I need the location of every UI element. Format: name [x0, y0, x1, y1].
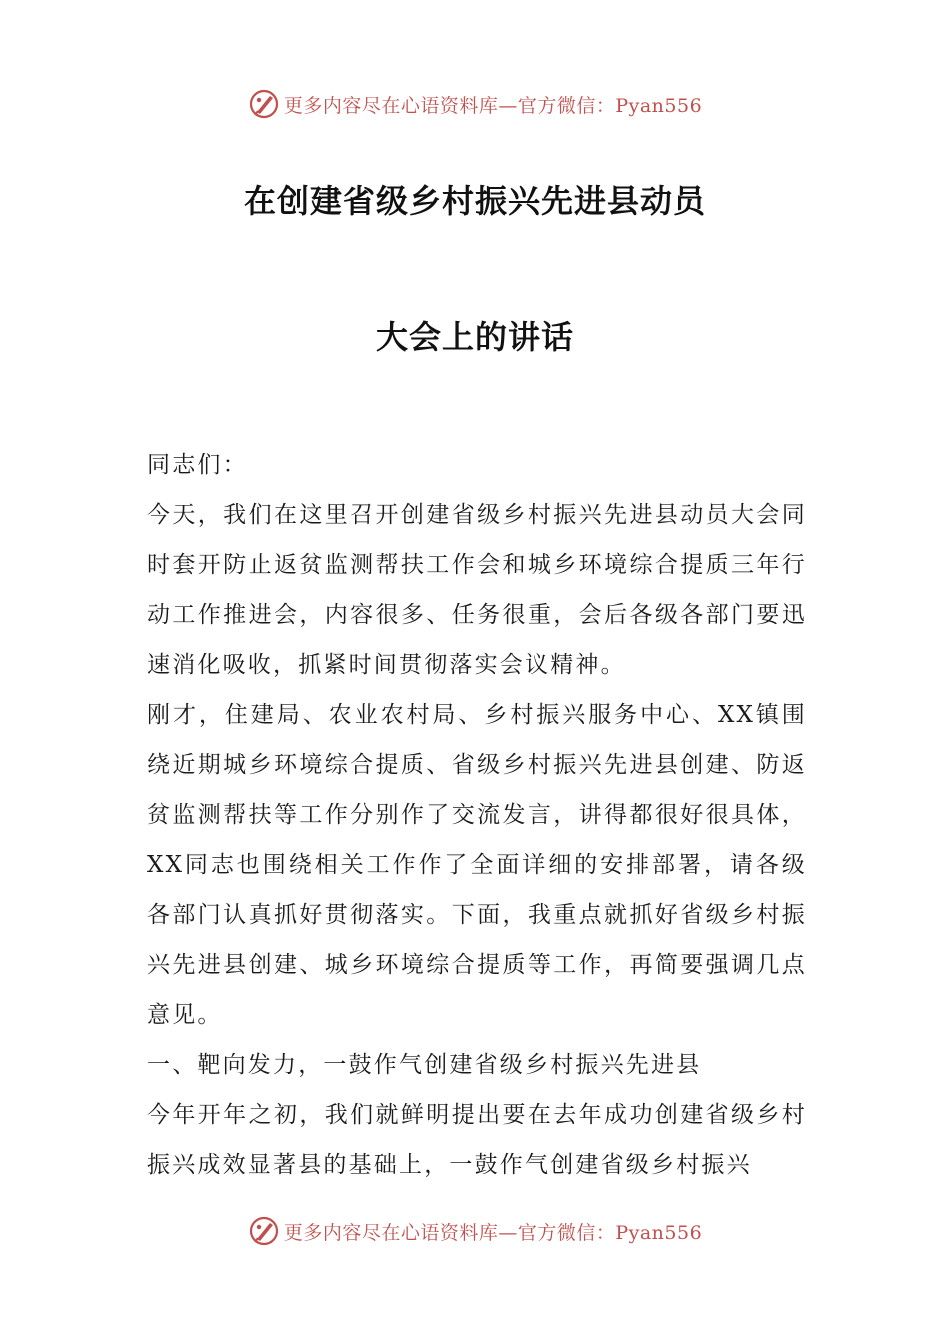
watermark-text: 更多内容尽在心语资料库—官方微信：Pyan556 [283, 94, 703, 117]
watermark-banner-top [0, 84, 950, 124]
document-title-line2: 大会上的讲话 [375, 318, 574, 356]
quill-logo-icon [248, 88, 280, 120]
paragraph-opening: 今天，我们在这里召开创建省级乡村振兴先进县动员大会同时套开防止返贫监测帮扶工作会和城乡环境综合提质三年行动工作推进会，内容很多、任务很重，会后各级各部门要迅速消化吸收，抓紧时间贯彻落实会议精神。 [147, 502, 807, 678]
section-heading-1: 一、靶向发力，一鼓作气创建省级乡村振兴先进县 [147, 1052, 702, 1078]
paragraph-review: 刚才，住建局、农业农村局、乡村振兴服务中心、XX镇围绕近期城乡环境综合提质、省级乡村振兴先进县创建、防返贫监测帮扶等工作分别作了交流发言，讲得都很好很具体，XX同志也围绕相关工作作了全面详细的安排部署，请各级各部门认真抓好贯彻落实。下面，我重点就抓好省级乡村振兴先进县创建、城乡环境综合提质等工作，再简要强调几点意见。 [147, 702, 807, 1028]
document-title-line1: 在创建省级乡村振兴先进县动员 [243, 182, 706, 220]
paragraph-section-1: 今年开年之初，我们就鲜明提出要在去年成功创建省级乡村振兴成效显著县的基础上，一鼓作气创建省级乡村振兴 [147, 1102, 807, 1178]
quill-logo-icon [248, 1215, 280, 1247]
paragraph-salutation: 同志们： [147, 452, 248, 478]
document-body [147, 440, 807, 1190]
watermark-text: 更多内容尽在心语资料库—官方微信：Pyan556 [283, 1221, 703, 1244]
watermark-banner-bottom [0, 1211, 950, 1251]
